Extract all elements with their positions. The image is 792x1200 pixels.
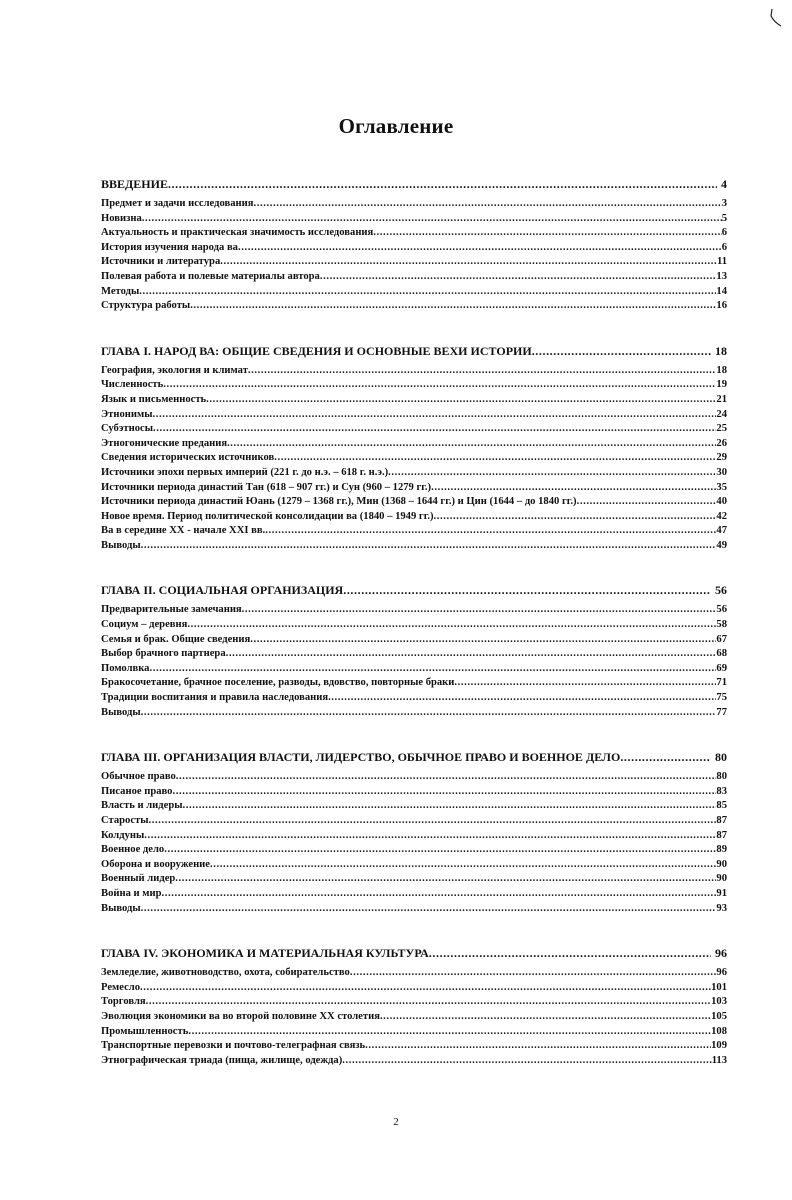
entry-title: Колдуны [101,829,145,841]
entry-title: Бракосочетание, брачное поселение, разводы, вдовство, повторные браки [101,677,455,689]
entry-page-number: 89 [716,844,727,856]
entry-title: Язык и письменность [101,393,207,405]
entry-page-number: 58 [716,619,727,631]
entry-title: Власть и лидеры [101,800,183,812]
toc-entry[interactable] [101,872,727,887]
toc-entry[interactable] [101,466,727,481]
entry-page-number: 108 [711,1025,727,1037]
toc-entry[interactable] [101,633,727,648]
dot-leader [176,770,717,785]
dot-leader [434,510,717,525]
entry-page-number: 101 [711,981,727,993]
dot-leader [342,1054,711,1069]
toc-entry[interactable] [101,1039,727,1054]
dot-leader [431,481,716,496]
entry-title: ВВЕДЕНИЕ [101,177,168,191]
entry-title: Предмет и задачи исследования [101,198,254,209]
dot-leader [142,212,722,227]
dot-leader [380,1010,711,1025]
toc-entry[interactable] [101,618,727,633]
dot-leader [210,858,716,873]
entry-title: Военный лидер [101,873,176,885]
entry-title: Транспортные перевозки и почтово-телеграфная связь [101,1040,366,1052]
entry-page-number: 49 [716,539,727,551]
dot-leader [149,814,717,829]
entry-title: Сведения исторических источников [101,452,275,464]
dot-leader [163,378,716,393]
entry-title: Торговля [101,996,146,1008]
dot-leader [320,270,717,285]
entry-title: Актуальность и практическая значимость исследования [101,227,374,239]
entry-title: География, экология и климат [101,364,248,376]
entry-title: Методы [101,285,140,297]
dot-leader [274,451,716,466]
dot-leader [429,945,711,961]
dot-leader [350,966,717,981]
entry-title: ГЛАВА I. НАРОД ВА: ОБЩИЕ СВЕДЕНИЯ И ОСНОВНЫЕ ВЕХИ ИСТОРИИ [101,343,532,358]
dot-leader [139,285,716,300]
toc-entry[interactable] [101,299,727,314]
dot-leader [253,197,721,212]
entry-title: Земледелие, животноводство, охота, собирательство [101,967,350,979]
entry-page-number: 35 [716,481,727,493]
entry-title: Субэтносы [101,423,153,435]
entry-page-number: 6 [721,227,727,239]
entry-title: Промышленность [101,1025,189,1037]
entry-page-number: 67 [716,633,727,645]
table-of-contents [101,176,727,1097]
toc-entry[interactable] [101,814,727,829]
toc-section [101,945,727,1068]
dot-leader [153,422,716,437]
toc-section [101,749,727,916]
toc-entry[interactable] [101,770,727,785]
entry-title: Выводы [101,706,141,718]
toc-entry[interactable] [101,995,727,1010]
entry-page-number: 30 [716,466,727,478]
toc-entry[interactable] [101,662,727,677]
entry-page-number: 68 [716,648,727,660]
dot-leader [373,226,721,241]
entry-page-number: 47 [716,525,727,537]
dot-leader [190,299,716,314]
entry-title: Эволюция экономики ва во второй половине XX столетия [101,1010,380,1022]
dot-leader [141,902,717,917]
dot-leader [141,539,717,554]
toc-entry[interactable] [101,1054,727,1069]
dot-leader [187,618,716,633]
dot-leader [188,1025,711,1040]
toc-heading[interactable] [101,343,727,359]
toc-entry[interactable] [101,902,727,917]
entry-page-number: 90 [716,858,727,870]
dot-leader [152,408,716,423]
entry-title: Структура работы [101,300,191,312]
entry-title: Старосты [101,815,149,826]
entry-page-number: 5 [721,212,727,224]
entry-title: Полевая работа и полевые материалы автора [101,270,320,282]
entry-page-number: 25 [716,423,727,435]
toc-heading[interactable] [101,749,727,765]
entry-page-number: 3 [721,198,727,209]
toc-entry[interactable] [101,255,727,270]
entry-title: Источники периода династий Тан (618 – 907 гг.) и Сун (960 – 1279 гг.) [101,481,432,493]
entry-title: Новое время. Период политической консолидации ва (1840 – 1949 гг.) [101,510,434,522]
entry-page-number: 56 [715,583,727,598]
entry-title: Источники периода династий Юань (1279 – 1368 гг.), Мин (1368 – 1644 гг.) и Цин (1644 – до 1840 гг.) [101,496,577,508]
toc-entry[interactable] [101,481,727,496]
toc-entry[interactable] [101,706,727,721]
dot-leader [248,364,717,379]
entry-page-number: 14 [716,285,727,297]
toc-heading[interactable] [101,945,727,961]
toc-section [101,176,727,314]
toc-heading[interactable] [101,176,727,192]
entry-page-number: 85 [716,800,727,812]
entry-title: Традиции воспитания и правила наследования [101,692,329,704]
toc-entry[interactable] [101,981,727,996]
toc-entry[interactable] [101,676,727,691]
entry-title: Писаное право [101,785,173,797]
entry-title: Ва в середине XX - начале XXI вв. [101,525,266,537]
entry-page-number: 24 [716,408,727,420]
dot-leader [250,633,716,648]
toc-section [101,582,727,720]
dot-leader [620,749,711,765]
entry-page-number: 11 [716,256,727,268]
entry-page-number: 90 [716,873,727,885]
entry-page-number: 113 [711,1054,727,1066]
entry-title: Социум – деревня [101,619,188,631]
entry-title: Ремесло [101,981,141,993]
toc-entry[interactable] [101,647,727,662]
toc-entry[interactable] [101,858,727,873]
toc-entry[interactable] [101,829,727,844]
entry-title: Источники и литература [101,256,221,268]
entry-title: Этногонические предания [101,437,228,449]
toc-entry[interactable] [101,197,727,212]
entry-page-number: 40 [716,496,727,508]
toc-entry[interactable] [101,212,727,227]
entry-page-number: 109 [711,1040,727,1052]
entry-title: Предварительные замечания [101,604,242,616]
toc-entry[interactable] [101,691,727,706]
entry-page-number: 18 [715,343,727,358]
dot-leader [454,676,716,691]
toc-entry[interactable] [101,285,727,300]
entry-page-number: 71 [716,677,727,689]
entry-page-number: 16 [716,300,727,312]
toc-entry[interactable] [101,1025,727,1040]
entry-title: ГЛАВА IV. ЭКОНОМИКА И МАТЕРИАЛЬНАЯ КУЛЬТУРА [101,946,429,961]
entry-title: Выводы [101,902,141,914]
entry-title: Семья и брак. Общие сведения [101,633,251,645]
entry-title: ГЛАВА II. СОЦИАЛЬНАЯ ОРГАНИЗАЦИЯ [101,583,344,598]
entry-page-number: 69 [716,662,727,674]
toc-entry[interactable] [101,437,727,452]
entry-page-number: 4 [721,177,727,191]
dot-leader [328,691,716,706]
entry-title: Война и мир [101,887,162,899]
entry-title: Военное дело [101,844,165,856]
entry-page-number: 96 [715,946,727,961]
dot-leader [343,582,711,598]
entry-page-number: 83 [716,785,727,797]
toc-entry[interactable] [101,393,727,408]
toc-heading[interactable] [101,582,727,598]
dot-leader [227,437,716,452]
dot-leader [146,995,711,1010]
dot-leader [365,1039,711,1054]
entry-title: Выбор брачного партнера [101,648,226,660]
toc-entry[interactable] [101,785,727,800]
toc-entry[interactable] [101,270,727,285]
entry-title: Этнографическая триада (пища, жилище, одежда) [101,1054,343,1066]
toc-entry[interactable] [101,510,727,525]
entry-page-number: 91 [716,887,727,899]
toc-entry[interactable] [101,495,727,510]
entry-page-number: 93 [716,902,727,914]
entry-page-number: 19 [716,379,727,391]
dot-leader [226,647,717,662]
toc-entry[interactable] [101,451,727,466]
entry-page-number: 80 [716,771,727,783]
toc-entry[interactable] [101,226,727,241]
toc-entry[interactable] [101,408,727,423]
toc-entry[interactable] [101,524,727,539]
dot-leader [220,255,717,270]
dot-leader [175,872,716,887]
dot-leader [168,176,717,192]
toc-entry[interactable] [101,799,727,814]
dot-leader [140,981,711,996]
entry-page-number: 75 [716,692,727,704]
entry-page-number: 96 [716,967,727,979]
entry-page-number: 87 [716,829,727,841]
dot-leader [144,829,716,844]
pen-stroke-mark [768,8,782,28]
page-title: Оглавление [338,114,454,138]
entry-page-number: 56 [716,604,727,616]
entry-title: Выводы [101,539,141,551]
dot-leader [164,843,716,858]
toc-entry[interactable] [101,1010,727,1025]
entry-title: Помолвка [101,662,150,674]
dot-leader [577,495,717,510]
entry-page-number: 18 [716,364,727,376]
entry-page-number: 29 [716,452,727,464]
toc-entry[interactable] [101,539,727,554]
toc-entry[interactable] [101,966,727,981]
toc-entry[interactable] [101,241,727,256]
dot-leader [149,662,716,677]
entry-title: История изучения народа ва [101,241,238,253]
entry-title: Обычное право [101,771,176,783]
dot-leader [388,466,716,481]
toc-entry[interactable] [101,843,727,858]
entry-page-number: 26 [716,437,727,449]
toc-entry[interactable] [101,887,727,902]
entry-page-number: 80 [715,750,727,765]
toc-entry[interactable] [101,364,727,379]
toc-entry[interactable] [101,603,727,618]
toc-section [101,343,727,554]
entry-page-number: 42 [716,510,727,522]
entry-title: Этнонимы [101,408,153,420]
toc-entry[interactable] [101,422,727,437]
entry-page-number: 103 [711,996,727,1008]
dot-leader [238,241,722,256]
entry-title: Оборона и вооружение [101,858,210,870]
dot-leader [161,887,716,902]
dot-leader [183,799,717,814]
entry-page-number: 105 [711,1010,727,1022]
dot-leader [172,785,716,800]
entry-page-number: 13 [716,270,727,282]
page-number: 2 [393,1116,399,1128]
toc-entry[interactable] [101,378,727,393]
entry-page-number: 77 [716,706,727,718]
dot-leader [265,524,716,539]
entry-title: Новизна [101,212,142,224]
dot-leader [206,393,716,408]
dot-leader [532,343,711,359]
dot-leader [242,603,717,618]
entry-page-number: 6 [721,241,727,253]
dot-leader [141,706,717,721]
entry-title: Численность [101,379,164,391]
entry-page-number: 87 [716,815,727,826]
entry-title: Источники эпохи первых империй (221 г. до н.э. – 618 г. н.э.) [101,466,389,478]
entry-title: ГЛАВА III. ОРГАНИЗАЦИЯ ВЛАСТИ, ЛИДЕРСТВО, ОБЫЧНОЕ ПРАВО И ВОЕННОЕ ДЕЛО [101,750,621,765]
entry-page-number: 21 [716,393,727,405]
